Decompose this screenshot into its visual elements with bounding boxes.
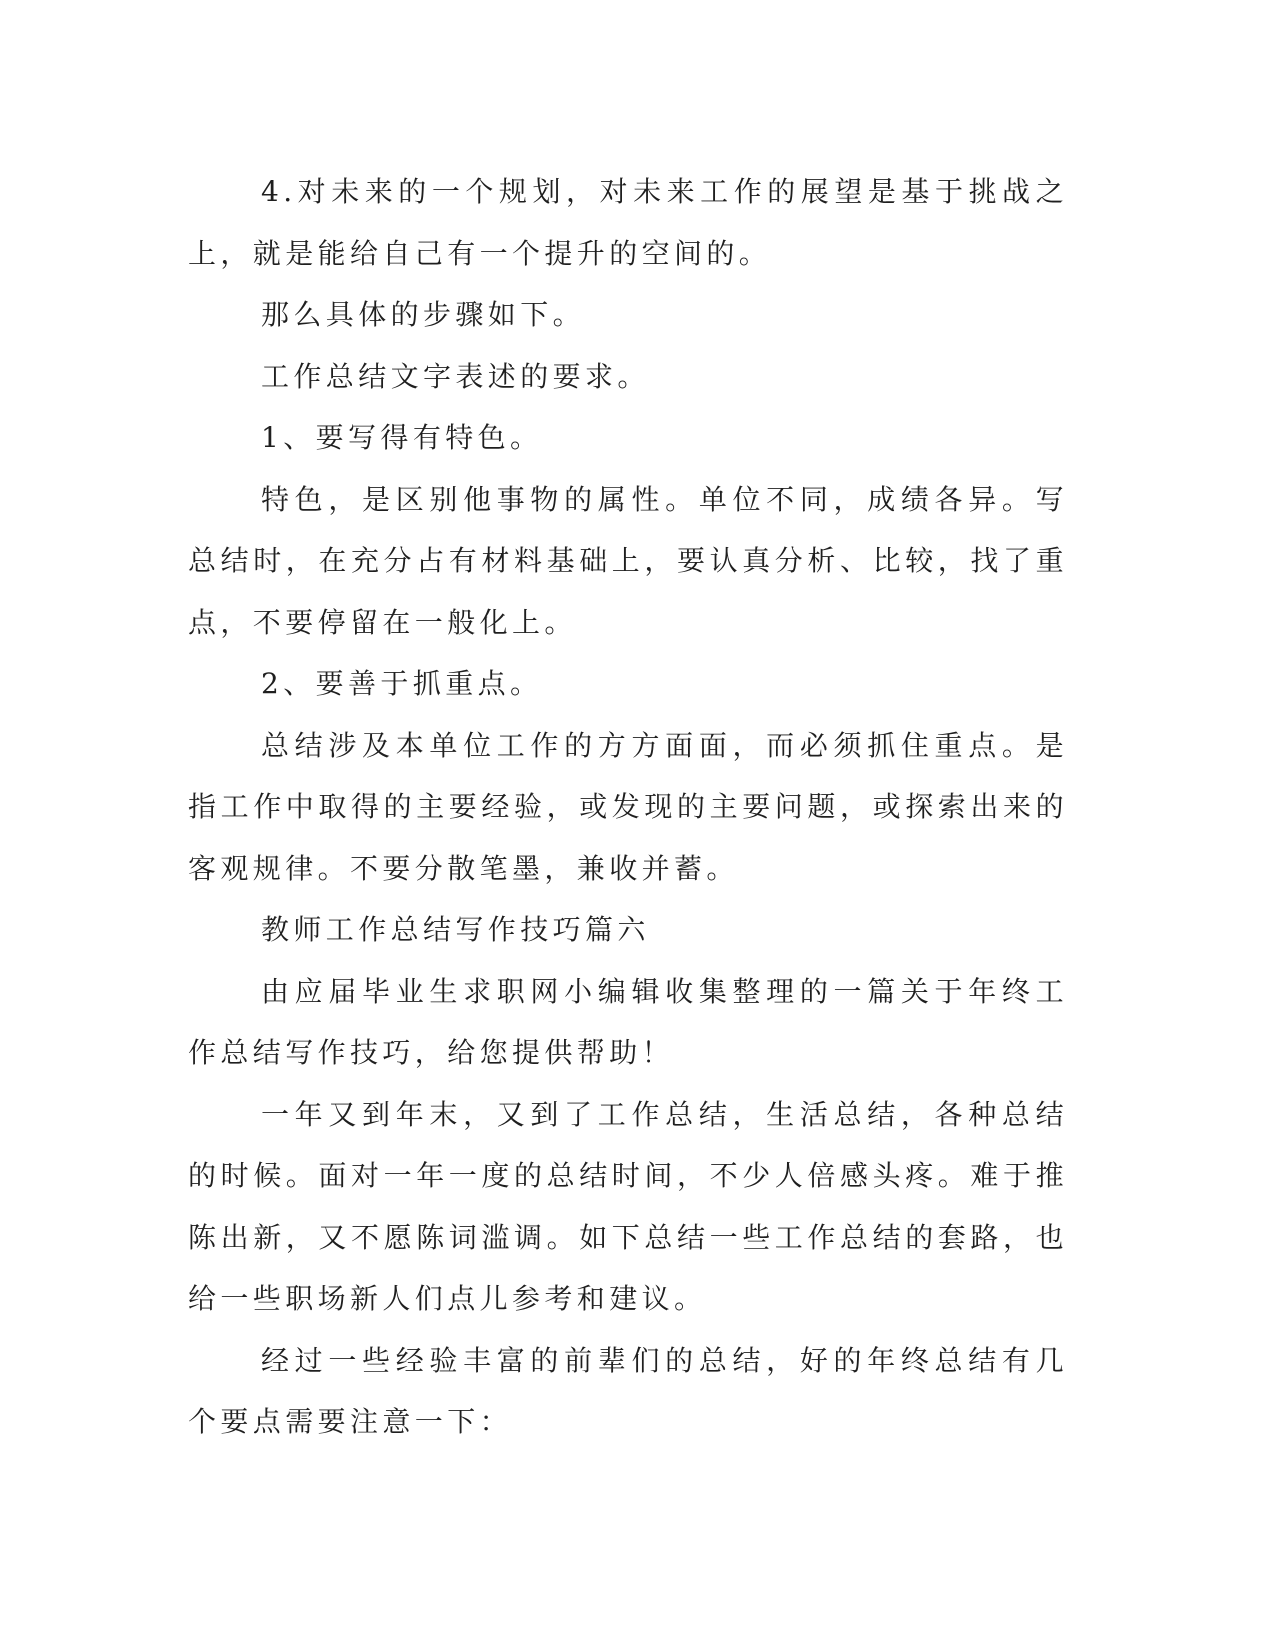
paragraph-point-1-body: 特色，是区别他事物的属性。单位不同，成绩各异。写总结时，在充分占有材料基础上，要认真分析、比较，找了重点，不要停留在一般化上。 [188, 482, 1068, 639]
paragraph-point-2-body: 总结涉及本单位工作的方方面面，而必须抓住重点。是指工作中取得的主要经验，或发现的主要问题，或探索出来的客观规律。不要分散笔墨，兼收并蓄。 [188, 728, 1068, 885]
paragraph-key-points: 经过一些经验丰富的前辈们的总结，好的年终总结有几个要点需要注意一下： [188, 1343, 1068, 1438]
paragraph-wording-requirements: 工作总结文字表述的要求。 [261, 359, 650, 393]
section-title: 教师工作总结写作技巧篇六 [261, 913, 650, 946]
paragraph-year-end: 一年又到年末，又到了工作总结，生活总结，各种总结的时候。面对一年一度的总结时间，不少人倍感头疼。难于推陈出新，又不愿陈词滥调。如下总结一些工作总结的套路，也给一些职场新人们点儿参考和建议。 [188, 1097, 1068, 1315]
paragraph-point-2-heading: 2、要善于抓重点。 [261, 667, 543, 700]
paragraph-source-note: 由应届毕业生求职网小编辑收集整理的一篇关于年终工作总结写作技巧，给您提供帮助！ [188, 974, 1068, 1069]
paragraph-future-plan: 4.对未来的一个规划，对未来工作的展望是基于挑战之上，就是能给自己有一个提升的空间的。 [188, 175, 1068, 270]
document-body [188, 161, 1068, 1453]
paragraph-point-1-heading: 1、要写得有特色。 [261, 421, 543, 454]
paragraph-steps-intro: 那么具体的步骤如下。 [261, 298, 586, 331]
